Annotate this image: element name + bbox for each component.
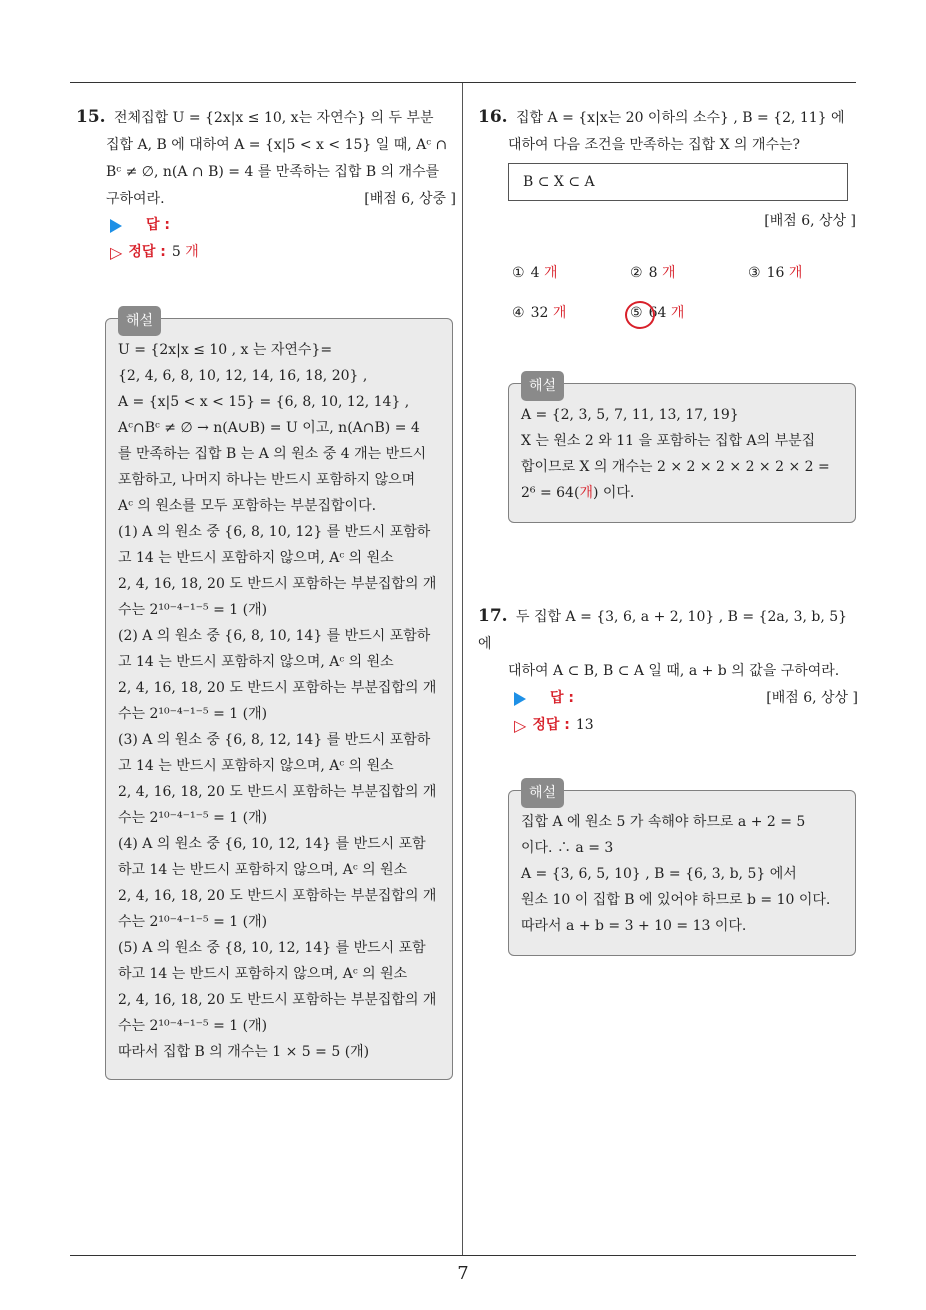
solution-line: 하고 14 는 반드시 포함하지 않으며, Aᶜ 의 원소 bbox=[118, 966, 408, 982]
solution-line: 2, 4, 16, 18, 20 도 반드시 포함하는 부분집합의 개 bbox=[118, 680, 437, 696]
choice-1[interactable]: ① 4 개 bbox=[512, 265, 558, 281]
page-number: 7 bbox=[457, 1263, 469, 1284]
play-icon bbox=[110, 219, 122, 233]
solution-line: 를 만족하는 집합 B 는 A 의 원소 중 4 개는 반드시 bbox=[118, 446, 427, 462]
question-number: 17. bbox=[478, 606, 508, 626]
condition-box: B ⊂ X ⊂ A bbox=[508, 163, 848, 201]
solution-line: 따라서 집합 B 의 개수는 1 × 5 = 5 (개) bbox=[118, 1044, 370, 1060]
solution-line: A = {x|5 < x < 15} = {6, 8, 10, 12, 14} , bbox=[118, 394, 410, 410]
correct-answer: ▷ 정답 : 13 bbox=[514, 715, 594, 735]
play-icon bbox=[514, 692, 526, 706]
q17-answer-area bbox=[514, 685, 814, 739]
choice-4[interactable]: ④ 32 개 bbox=[512, 305, 567, 321]
question-17-line-1: 17. 두 집합 A = {3, 6, a + 2, 10} , B = {2a, 3, b, 5} 에 bbox=[478, 606, 848, 652]
bottom-rule bbox=[70, 1255, 856, 1256]
solution-line: 수는 2¹⁰⁻⁴⁻¹⁻⁵ = 1 (개) bbox=[118, 602, 268, 618]
solution-line: 수는 2¹⁰⁻⁴⁻¹⁻⁵ = 1 (개) bbox=[118, 1018, 268, 1034]
question-15-line-1: 15. 전체집합 U = {2x|x ≤ 10, x는 자연수} 의 두 부분 bbox=[76, 107, 434, 127]
question-number: 15. bbox=[76, 107, 106, 127]
score-label: [배점 6, 상상 ] bbox=[766, 690, 858, 706]
solution-line: 2, 4, 16, 18, 20 도 반드시 포함하는 부분집합의 개 bbox=[118, 992, 437, 1008]
outline-triangle-icon: ▷ bbox=[514, 715, 527, 735]
solution-line: 고 14 는 반드시 포함하지 않으며, Aᶜ 의 원소 bbox=[118, 654, 394, 670]
q15-solution-box bbox=[105, 313, 453, 1080]
solution-line: U = {2x|x ≤ 10 , x 는 자연수}= bbox=[118, 342, 333, 358]
question-16-line-1: 16. 집합 A = {x|x는 20 이하의 소수} , B = {2, 11} 에 bbox=[478, 107, 845, 127]
solution-line: 수는 2¹⁰⁻⁴⁻¹⁻⁵ = 1 (개) bbox=[118, 914, 268, 930]
question-15-line-2: 집합 A, B 에 대하여 A = {x|5 < x < 15} 일 때, Aᶜ ∩ bbox=[106, 137, 448, 153]
q16-score: [배점 6, 상상 ] bbox=[764, 213, 856, 229]
top-rule bbox=[70, 82, 856, 83]
solution-line: 하고 14 는 반드시 포함하지 않으며, Aᶜ 의 원소 bbox=[118, 862, 408, 878]
question-number: 16. bbox=[478, 107, 508, 127]
question-17-line-2: 대하여 A ⊂ B, B ⊂ A 일 때, a + b 의 값을 구하여라. bbox=[508, 663, 840, 679]
column-divider bbox=[462, 83, 463, 1255]
question-15 bbox=[76, 104, 456, 213]
solution-line: 수는 2¹⁰⁻⁴⁻¹⁻⁵ = 1 (개) bbox=[118, 810, 268, 826]
solution-line: (5) A 의 원소 중 {8, 10, 12, 14} 를 반드시 포함 bbox=[118, 940, 426, 956]
choice-3[interactable]: ③ 16 개 bbox=[748, 265, 803, 281]
solution-line: (2) A 의 원소 중 {6, 8, 10, 14} 를 반드시 포함하 bbox=[118, 628, 431, 644]
q17-solution-box: 해설 집합 A 에 원소 5 가 속해야 하므로 a + 2 = 5 이다. ∴ a = 3 A = {3, 6, 5, 10} , B = {6, 3, b, 5} 에서 원소 10 이 집합 B 에 있어야 하므로 b = 10 이다. 따라서 a + b = 3 + 10 = 13 이다. bbox=[508, 790, 856, 956]
solution-line: 수는 2¹⁰⁻⁴⁻¹⁻⁵ = 1 (개) bbox=[118, 706, 268, 722]
solution-text bbox=[118, 337, 440, 1065]
solution-line: 고 14 는 반드시 포함하지 않으며, Aᶜ 의 원소 bbox=[118, 758, 394, 774]
choice-2[interactable]: ② 8 개 bbox=[630, 265, 676, 281]
solution-line: (3) A 의 원소 중 {6, 8, 12, 14} 를 반드시 포함하 bbox=[118, 732, 431, 748]
solution-line: Aᶜ 의 원소를 모두 포함하는 부분집합이다. bbox=[118, 498, 377, 514]
score-label: [배점 6, 상중 ] bbox=[364, 191, 456, 207]
answer-field[interactable]: 답 : bbox=[110, 212, 410, 239]
solution-tag: 해설 bbox=[521, 778, 564, 808]
q15-answer-area bbox=[110, 212, 410, 266]
outline-triangle-icon: ▷ bbox=[110, 242, 123, 262]
correct-answer: ▷ 정답 : 5 개 bbox=[110, 242, 199, 262]
solution-line: 포함하고, 나머지 하나는 반드시 포함하지 않으며 bbox=[118, 472, 416, 488]
q16-choices bbox=[512, 262, 852, 322]
solution-line: Aᶜ∩Bᶜ ≠ ∅ → n(A∪B) = U 이고, n(A∩B) = 4 bbox=[118, 420, 420, 436]
solution-line: 2, 4, 16, 18, 20 도 반드시 포함하는 부분집합의 개 bbox=[118, 888, 437, 904]
answer-field[interactable]: 답 : bbox=[514, 685, 814, 712]
question-15-line-3: Bᶜ ≠ ∅, n(A ∩ B) = 4 를 만족하는 집합 B 의 개수를 bbox=[106, 164, 440, 180]
solution-tag: 해설 bbox=[118, 306, 161, 336]
solution-line: 고 14 는 반드시 포함하지 않으며, Aᶜ 의 원소 bbox=[118, 550, 394, 566]
solution-tag: 해설 bbox=[521, 371, 564, 401]
q16-solution-box: 해설 A = {2, 3, 5, 7, 11, 13, 17, 19} X 는 원소 2 와 11 을 포함하는 집합 A의 부분집 합이므로 X 의 개수는 2 × 2 × 2 × 2 × 2 × 2 = 2⁶ = 64(개) 이다. bbox=[508, 383, 856, 523]
question-15-line-4: 구하여라. [배점 6, 상중 ] bbox=[76, 186, 456, 213]
selected-circle-icon: ⑤ bbox=[630, 305, 643, 321]
solution-line: (4) A 의 원소 중 {6, 10, 12, 14} 를 반드시 포함 bbox=[118, 836, 426, 852]
solution-line: {2, 4, 6, 8, 10, 12, 14, 16, 18, 20} , bbox=[118, 368, 368, 384]
question-16-line-2: 대하여 다음 조건을 만족하는 집합 X 의 개수는? bbox=[508, 137, 801, 153]
solution-line: (1) A 의 원소 중 {6, 8, 10, 12} 를 반드시 포함하 bbox=[118, 524, 431, 540]
question-16 bbox=[478, 104, 858, 159]
solution-line: 2, 4, 16, 18, 20 도 반드시 포함하는 부분집합의 개 bbox=[118, 576, 437, 592]
solution-line: 2, 4, 16, 18, 20 도 반드시 포함하는 부분집합의 개 bbox=[118, 784, 437, 800]
choice-5-selected[interactable]: ⑤ 64 개 bbox=[630, 305, 685, 321]
